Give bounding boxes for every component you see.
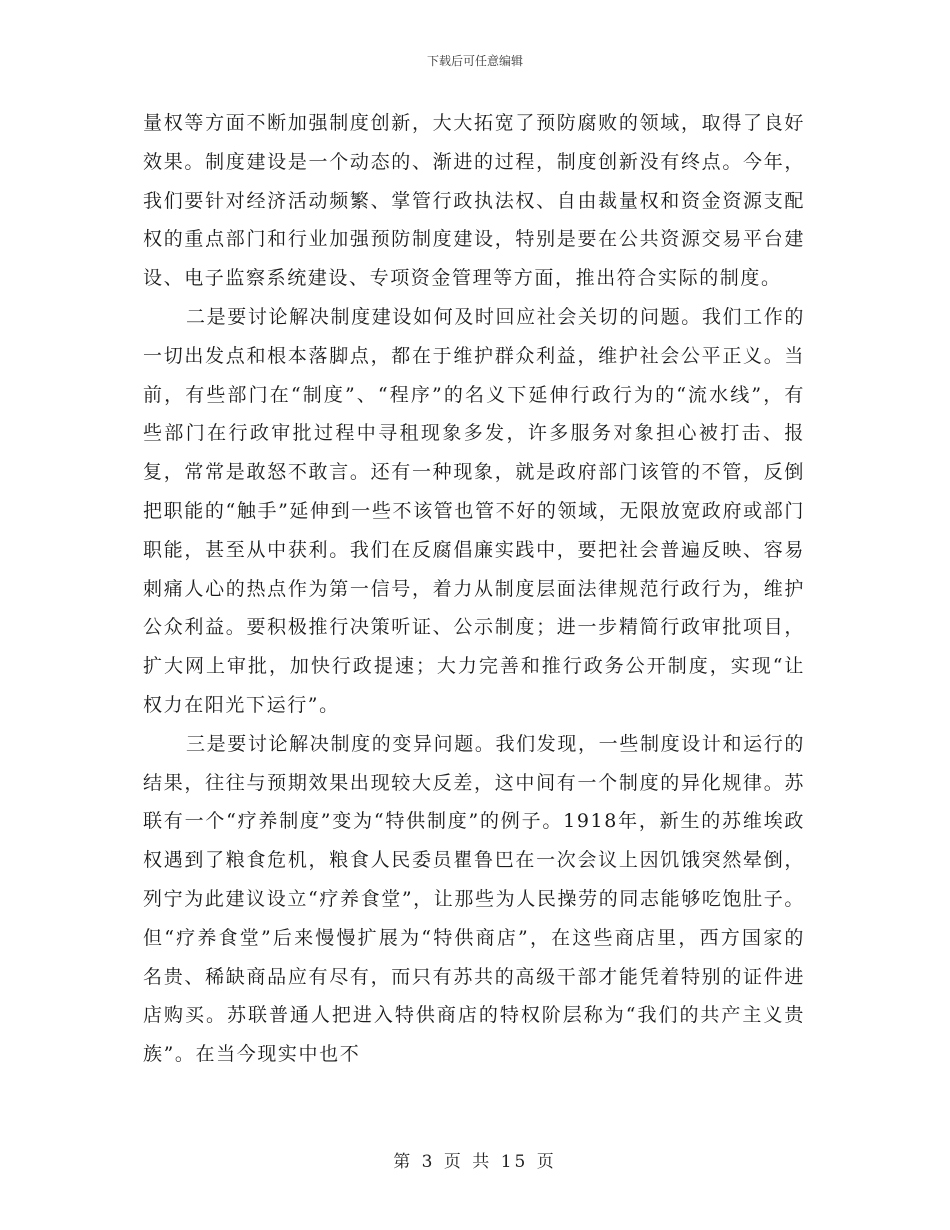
paragraph-1: 量权等方面不断加强制度创新，大大拓宽了预防腐败的领域，取得了良好效果。制度建设是一个动态的、渐进的过程，制度创新没有终点。今年，我们要针对经济活动频繁、掌管行政执法权、自由裁量权和资金资源支配权的重点部门和行业加强预防制度建设，特别是要在公共资源交易平台建设、电子监察系统建设、专项资金管理等方面，推出符合实际的制度。	[143, 112, 805, 290]
paragraph-3: 三是要讨论解决制度的变异问题。我们发现，一些制度设计和运行的结果，往往与预期效果出现较大反差，这中间有一个制度的异化规律。苏联有一个“疗养制度”变为“特供制度”的例子。1918年，新生的苏维埃政权遇到了粮食危机，粮食人民委员瞿鲁巴在一次会议上因饥饿突然晕倒，列宁为此建议设立“疗养食堂”，让那些为人民操劳的同志能够吃饱肚子。但“疗养食堂”后来慢慢扩展为“特供商店”，在这些商店里，西方国家的名贵、稀缺商品应有尽有，而只有苏共的高级干部才能凭着特别的证件进店购买。苏联普通人把进入特供商店的特权阶层称为“我们的共产主义贵族”。在当今现实中也不	[143, 732, 805, 1066]
paragraph-2: 二是要讨论解决制度建设如何及时回应社会关切的问题。我们工作的一切出发点和根本落脚点，都在于维护群众利益，维护社会公平正义。当前，有些部门在“制度”、“程序”的名义下延伸行政行为的“流水线”，有些部门在行政审批过程中寻租现象多发，许多服务对象担心被打击、报复，常常是敢怒不敢言。还有一种现象，就是政府部门该管的不管，反倒把职能的“触手”延伸到一些不该管也管不好的领域，无限放宽政府或部门职能，甚至从中获利。我们在反腐倡廉实践中，要把社会普遍反映、容易刺痛人心的热点作为第一信号，着力从制度层面法律规范行政行为，维护公众利益。要积极推行决策听证、公示制度；进一步精简行政审批项目，扩大网上审批，加快行政提速；大力完善和推行政务公开制度，实现“让权力在阳光下运行”。	[143, 305, 805, 716]
page-header: 下载后可任意编辑	[426, 54, 523, 68]
document-body	[143, 104, 805, 1074]
page-number-footer: 第 3 页 共 15 页	[393, 1152, 557, 1172]
